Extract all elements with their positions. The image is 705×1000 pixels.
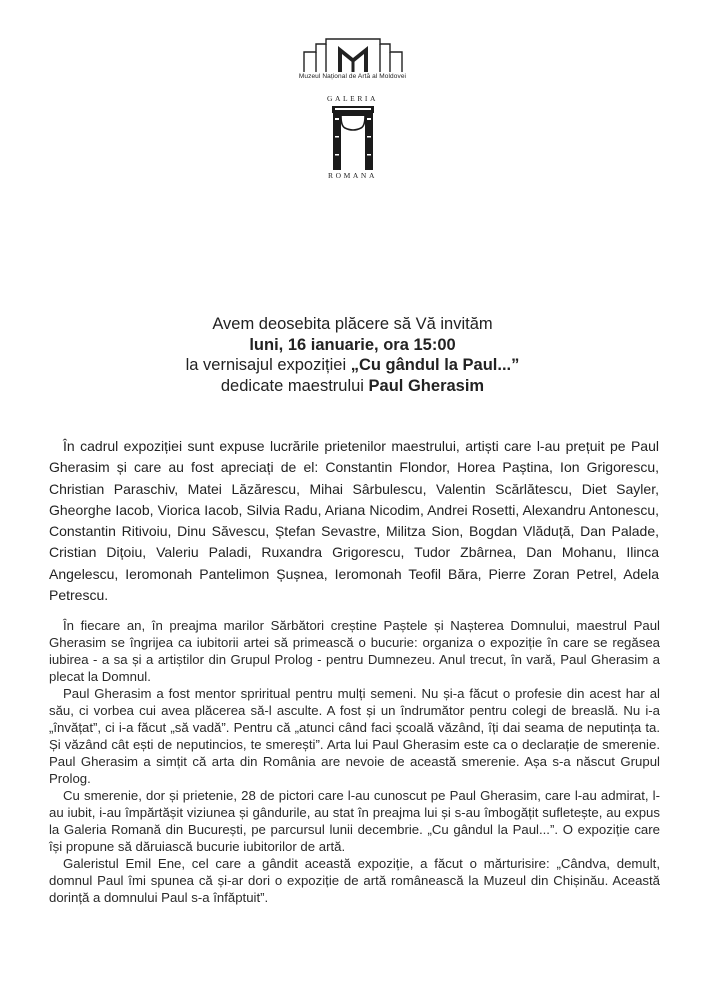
invitation-date: luni, 16 ianuarie, ora 15:00 xyxy=(249,335,456,354)
artist-name: Paul Gherasim xyxy=(368,376,485,395)
galeria-arch-logo-icon xyxy=(330,106,376,170)
invitation-line-3 xyxy=(0,355,705,376)
header-logos xyxy=(0,34,705,180)
gallery-name-top: GALERIA xyxy=(326,94,379,103)
body-paragraph-2: Paul Gherasim a fost mentor spriritual pentru mulți semeni. Nu și-a făcut o profesie din acest har al său, ci vorbea cui avea plăcerea să-l asculte. A fost și un îndrumător pentru colegi de breaslă. Nu i-a „învățat”, ci i-a făcut „să vadă”. Pentru că „atunci când faci școală văzând, îți dai seama de neputința ta. Și văzând cât ești de neputincios, te smerești”. Arta lui Paul Gherasim este ca o declarație de smerenie. Paul Gherasim a simțit că arta din România are nevoie de această smerenie. Așa s-a născut Grupul Prolog. xyxy=(49,686,660,786)
invitation-line-3-text: la vernisajul expoziției xyxy=(185,356,351,374)
invitation-line-1: Avem deosebita plăcere să Vă invităm xyxy=(212,315,493,333)
invitation-line-4-text: dedicate maestrului xyxy=(220,376,369,395)
museum-logo-icon xyxy=(300,34,406,74)
body-paragraph-4: Galeristul Emil Ene, cel care a gândit această expoziție, a făcut o mărturisire: „Cândva, demult, domnul Paul îmi spunea că și-ar dori o expoziție de artă românească la Muzeul din Chișinău. Această dorință a domnului Paul s-a înfăptuit”. xyxy=(49,856,660,905)
invitation-block xyxy=(0,314,705,396)
body-paragraph-3: Cu smerenie, dor și prietenie, 28 de pictori care l-au cunoscut pe Paul Gherasim, care l-au admirat, l-au iubit, i-au împărtășit viziunea și gândurile, au stat în preajma lui și s-au îmbogățit sufletește, au expus la Galeria Romană din București, pe parcursul lunii decembrie. „Cu gândul la Paul...”. O expoziție care își propune să dăruiască bucurie iubitorilor de artă. xyxy=(49,788,660,854)
gallery-name-bottom: ROMANA xyxy=(328,171,377,180)
museum-name: Muzeul Național de Artă al Moldovei xyxy=(298,73,407,80)
body-paragraph-1: În fiecare an, în preajma marilor Sărbători creștine Paștele și Nașterea Domnului, maestrul Paul Gherasim se îngrijea ca iubitorii artei să primească o bucurie: organiza o expoziție în care se regăsea iubirea - a sa și a artiștilor din Grupul Prolog - pentru Dumnezeu. Anul trecut, în vară, Paul Gherasim a plecat la Domnul. xyxy=(49,618,660,684)
body-text xyxy=(49,617,660,906)
invitation-line-4 xyxy=(0,376,705,397)
exhibition-title: „Cu gândul la Paul...” xyxy=(350,356,520,374)
intro-paragraph: În cadrul expoziției sunt expuse lucrările prietenilor maestrului, artiști care l-au prețuit pe Paul Gherasim și care au fost apreciați de el: Constantin Flondor, Horea Paștina, Ion Grigorescu, Christian Paraschiv, Matei Lăzărescu, Mihai Sârbulescu, Valentin Scărlătescu, Diet Sayler, Gheorghe Iacob, Viorica Iacob, Silvia Radu, Ariana Nicodim, Andrei Rosetti, Alexandru Antonescu, Constantin Ritivoiu, Dinu Săvescu, Ștefan Sevastre, Militza Sion, Bogdan Vlăduță, Dan Palade, Cristian Dițoiu, Valeriu Paladi, Ruxandra Grigorescu, Tudor Zbârnea, Dan Mohanu, Ilinca Angelescu, Ieromonah Pantelimon Șușnea, Ieromonah Teofil Băra, Pierre Zoran Petrel, Adela Petrescu. xyxy=(49,438,659,604)
intro-section xyxy=(49,436,659,606)
